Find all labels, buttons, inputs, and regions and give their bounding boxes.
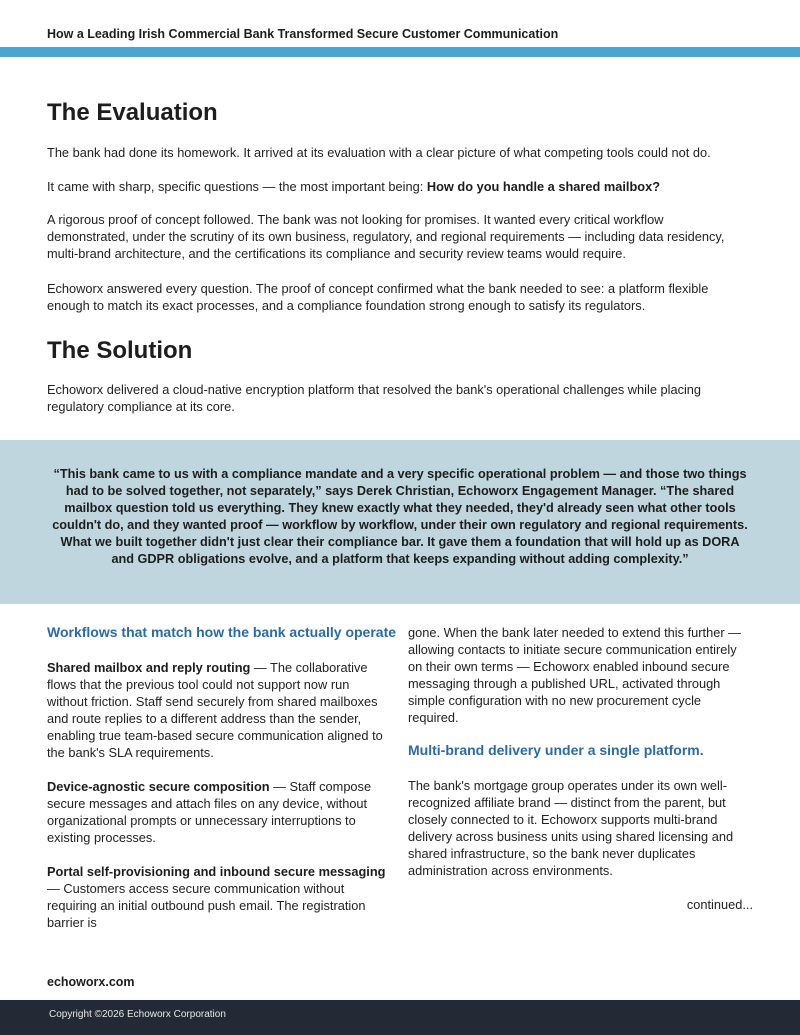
workflows-subheading: Workflows that match how the bank actually operate bbox=[47, 624, 397, 640]
website-link[interactable]: echoworx.com bbox=[47, 975, 135, 989]
device-agnostic-item-title: Device-agnostic secure composition bbox=[47, 779, 270, 794]
continued-label: continued... bbox=[686, 897, 753, 912]
evaluation-paragraph-3: A rigorous proof of concept followed. The bank was not looking for promises. It wanted every critical workflow demonstrated, under the scrutiny of its own business, regulatory, and regional requirements — including data residency, multi-brand architecture, and the certifications its compliance and security review teams would require. bbox=[47, 212, 725, 261]
evaluation-paragraph-4: Echoworx answered every question. The proof of concept confirmed what the bank needed to see: a platform flexible enough to match its exact processes, and a compliance foundation strong enough to satisfy its regulators. bbox=[47, 281, 709, 313]
header-accent-bar bbox=[0, 47, 800, 57]
right-column-continuation: gone. When the bank later needed to extend this further — allowing contacts to initiate secure communication entirely on their own terms — Echoworx enabled inbound secure messaging through a published URL, activated through simple configuration with no new procurement cycle required. bbox=[408, 625, 741, 725]
solution-paragraph-1: Echoworx delivered a cloud-native encryption platform that resolved the bank's operational challenges while placing regulatory compliance at its core. bbox=[47, 382, 702, 414]
shared-mailbox-item-title: Shared mailbox and reply routing bbox=[47, 660, 251, 675]
multi-brand-subheading: Multi-brand delivery under a single platform. bbox=[408, 742, 704, 758]
multi-brand-paragraph: The bank's mortgage group operates under its own well-recognized affiliate brand — distinct from the parent, but closely connected to it. Echoworx supports multi-brand delivery across business units using shared licensing and shared infrastructure, so the bank never duplicates administration across environments. bbox=[408, 778, 734, 878]
document-header-title: How a Leading Irish Commercial Bank Transformed Secure Customer Communication bbox=[47, 27, 559, 41]
evaluation-heading: The Evaluation bbox=[47, 99, 218, 126]
solution-heading: The Solution bbox=[47, 337, 193, 364]
shared-mailbox-item-text: — The collaborative flows that the previous tool could not support now run without friction. Staff send securely from shared mailboxes and route replies to a different address than the sender, enabling true team-based secure communication aligned to the bank's SLA requirements. bbox=[47, 660, 383, 760]
portal-self-provisioning-item-text: — Customers access secure communication without requiring an initial outbound push email. The registration barrier is bbox=[47, 881, 366, 930]
shared-mailbox-question: How do you handle a shared mailbox? bbox=[426, 179, 661, 194]
pull-quote: “This bank came to us with a compliance mandate and a very specific operational problem — and those two things had to be solved together, not separately,” says Derek Christian, Echoworx Engagement Manager. “The shared mailbox question told us everything. They knew exactly what they needed, they'd already seen what other tools couldn't do, and they wanted proof — workflow by workflow, under their own regulatory and regional requirements. What we built together didn't just clear their compliance bar. It gave them a foundation that will hold up as DORA and GDPR obligations evolve, and a platform that keeps expanding without adding complexity.” bbox=[52, 467, 748, 566]
portal-self-provisioning-item-title: Portal self-provisioning and inbound secure messaging bbox=[47, 864, 386, 879]
device-agnostic-item bbox=[47, 778, 392, 846]
portal-self-provisioning-item bbox=[47, 863, 392, 931]
device-agnostic-item-text: — Staff compose secure messages and attach files on any device, without organizational prompts or unnecessary interruptions to existing processes. bbox=[47, 779, 372, 845]
evaluation-paragraph-2-text: It came with sharp, specific questions — the most important being: bbox=[47, 179, 427, 194]
shared-mailbox-item bbox=[47, 659, 392, 761]
evaluation-paragraph-1: The bank had done its homework. It arrived at its evaluation with a clear picture of what competing tools could not do. bbox=[47, 145, 711, 160]
copyright-text: Copyright ©2026 Echoworx Corporation bbox=[49, 1009, 226, 1020]
evaluation-paragraph-2 bbox=[47, 178, 747, 195]
